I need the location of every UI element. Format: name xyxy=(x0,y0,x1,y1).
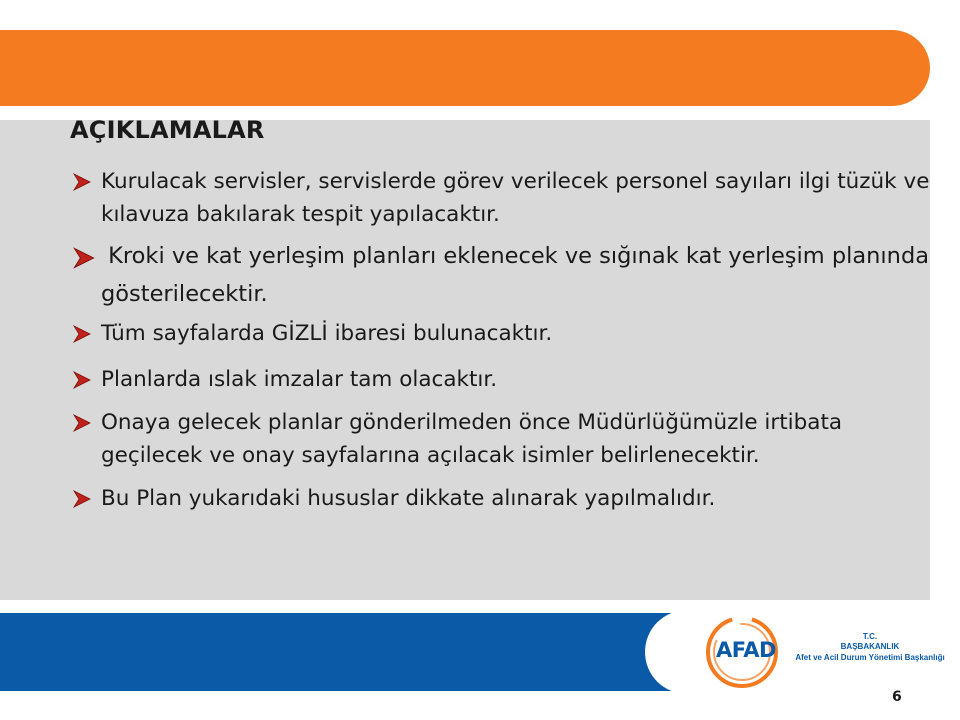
bullet-text: Tüm sayfalarda GİZLİ ibaresi bulunacaktır. xyxy=(101,321,553,346)
org-line-tc: T.C. xyxy=(862,632,878,641)
arrow-bullet-icon xyxy=(72,324,92,344)
arrow-bullet-icon xyxy=(72,172,92,192)
org-line-basbakanlik: BAŞBAKANLIK xyxy=(840,642,900,651)
bullet-item xyxy=(70,406,930,472)
arrow-bullet-icon xyxy=(72,246,96,270)
bullet-item xyxy=(70,237,937,313)
org-line-afad-full: Afet ve Acil Durum Yönetimi Başkanlığı xyxy=(795,653,945,662)
bullet-item xyxy=(70,363,930,396)
bullet-item xyxy=(70,317,930,350)
page-number: 6 xyxy=(892,689,902,705)
header-orange-band xyxy=(0,30,930,106)
bullet-text: Kurulacak servisler, servislerde görev verilecek personel sayıları ilgi tüzük ve kılavuza bakılarak tespit yapılacaktır. xyxy=(101,169,930,227)
arrow-bullet-icon xyxy=(72,413,92,433)
organization-name xyxy=(790,632,950,663)
bullet-item xyxy=(70,482,930,515)
bullet-item xyxy=(70,165,930,231)
afad-wordmark: AFAD xyxy=(716,638,776,662)
bullet-text: Onaya gelecek planlar gönderilmeden önce Müdürlüğümüzle irtibata geçilecek ve onay sayfalarına açılacak isimler belirlenecektir. xyxy=(101,410,843,468)
slide-title: AÇIKLAMALAR xyxy=(70,116,265,144)
arrow-bullet-icon xyxy=(72,370,92,390)
bullet-list xyxy=(70,165,937,515)
bullet-text: Bu Plan yukarıdaki hususlar dikkate alınarak yapılmalıdır. xyxy=(101,486,716,511)
afad-logo xyxy=(645,610,960,694)
bullet-text: Planlarda ıslak imzalar tam olacaktır. xyxy=(101,367,498,392)
arrow-bullet-icon xyxy=(72,489,92,509)
bullet-text: Kroki ve kat yerleşim planları eklenecek ve sığınak kat yerleşim planında gösterilecektir. xyxy=(101,243,937,307)
